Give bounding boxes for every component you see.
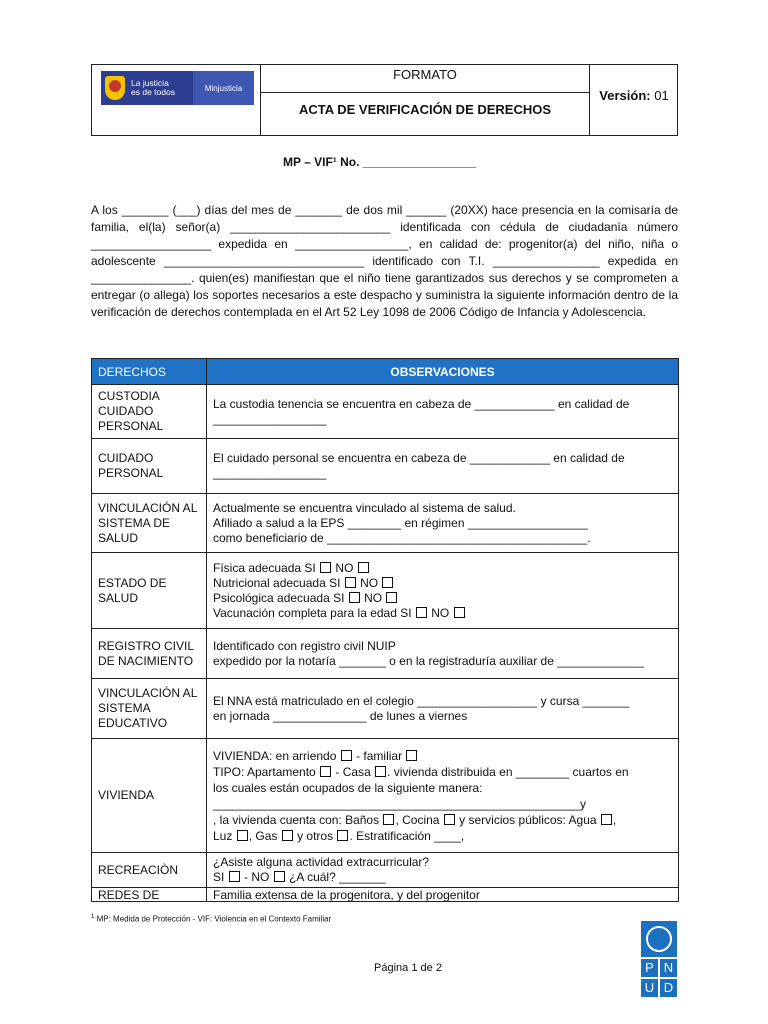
row-text: Identificado con registro civil NUIP	[213, 638, 396, 653]
row-label: ESTADO DE SALUD	[92, 553, 207, 629]
row-text: , la vivienda cuenta con: Baños	[213, 812, 380, 827]
un-globe-icon	[641, 921, 677, 957]
row-text: NO	[431, 605, 450, 620]
checkbox[interactable]	[274, 871, 285, 882]
checkbox[interactable]	[386, 592, 397, 603]
logo-text-line2: es de todos	[131, 87, 175, 97]
checkbox[interactable]	[444, 814, 455, 825]
row-text: Psicológica adecuada SI	[213, 590, 345, 605]
row-text: TIPO: Apartamento	[213, 764, 316, 779]
row-text: _______________________________________________________y	[213, 796, 587, 811]
row-label: CUSTODIA CUIDADO PERSONAL	[92, 385, 207, 439]
row-text: El cuidado personal se encuentra en cabeza de ____________ en calidad de	[213, 451, 625, 465]
undp-letter: U	[641, 979, 658, 997]
table-row	[92, 494, 679, 553]
table-row	[92, 739, 679, 853]
row-text: ,	[612, 812, 617, 827]
checkbox[interactable]	[406, 750, 417, 761]
document-title: ACTA DE VERIFICACIÓN DE DERECHOS	[298, 102, 552, 117]
row-text: Familia extensa de la progenitora, y del progenitor	[207, 888, 679, 902]
format-label: FORMATO	[260, 65, 590, 93]
page-number	[374, 962, 442, 974]
checkbox[interactable]	[282, 830, 293, 841]
column-header-derechos: DERECHOS	[92, 359, 207, 385]
page-label: Página	[374, 962, 409, 974]
intro-paragraph: A los _______ (___) días del mes de _______ de dos mil ______ (20XX) hace presencia en la comisaría de familia, el(la) señor(a) ________________________ identificada con cédula de ciudadanía número __________________ expedida en _________________, en calidad de: progenitor(a) del niño, niña o adolescente ______________________________ identificado con T.I. ________________ expedida en _______________. quien(es) manifiestan que el niño tiene garantizados sus derechos y se comprometen a entregar (o allega) los soportes necesarios a este despacho y suministra la siguiente información dentro de la verificación de derechos contemplada en el Art 52 Ley 1098 de 2006 Código de Infancia y Adolescencia.	[91, 203, 678, 319]
row-text: La custodia tenencia se encuentra en cabeza de ____________ en calidad de	[213, 396, 630, 411]
column-header-observaciones: OBSERVACIONES	[207, 359, 679, 385]
checkbox[interactable]	[454, 607, 465, 618]
footnote-mark: 1	[91, 914, 95, 920]
undp-letter: N	[660, 959, 677, 977]
undp-letter: D	[660, 979, 677, 997]
row-text: VIVIENDA: en arriendo	[213, 748, 337, 763]
undp-letter: P	[641, 959, 658, 977]
row-text: NO	[364, 590, 383, 605]
version-cell	[589, 65, 678, 135]
row-text: Actualmente se encuentra vinculado al sistema de salud.	[213, 500, 516, 515]
row-text: NO	[335, 560, 354, 575]
checkbox[interactable]	[320, 766, 331, 777]
row-label: RECREACIÒN	[92, 853, 207, 888]
version-value: 01	[654, 88, 669, 103]
row-text: _________________	[213, 411, 327, 426]
page-of: de	[420, 962, 433, 974]
table-row	[92, 853, 679, 888]
footnote-text: MP: Medida de Protección - VIF: Violencia en el Contexto Familiar	[96, 914, 332, 924]
row-text: Nutricional adecuada SI	[213, 575, 341, 590]
row-text: ¿A cuál? _______	[289, 870, 386, 884]
undp-logo	[641, 921, 677, 998]
row-text: Afiliado a salud a la EPS ________ en régimen __________________	[213, 515, 588, 530]
row-text: , Gas	[248, 828, 278, 843]
row-text: - NO	[244, 870, 270, 884]
mp-vif-number-line: MP – VIF¹ No. _________________	[283, 155, 477, 169]
row-text: Física adecuada SI	[213, 560, 316, 575]
logo-brand: Minjusticia	[193, 71, 254, 105]
checkbox[interactable]	[341, 750, 352, 761]
row-text: los cuales están ocupados de la siguiente manera:	[213, 780, 483, 795]
row-text: Vacunación completa para la edad SI	[213, 605, 412, 620]
rights-table	[91, 358, 679, 902]
table-row	[92, 439, 679, 494]
row-text: - familiar	[356, 748, 403, 763]
row-text: SI	[213, 870, 225, 884]
logo-text-line1: La justicia	[131, 78, 169, 88]
footnote	[91, 914, 331, 924]
row-label: VINCULACIÓN AL SISTEMA DE SALUD	[92, 494, 207, 553]
version-label: Versión:	[599, 88, 651, 103]
checkbox[interactable]	[337, 830, 348, 841]
row-text: como beneficiario de _______________________________________.	[213, 530, 591, 545]
row-text: NO	[360, 575, 379, 590]
row-text: y otros	[297, 828, 334, 843]
table-row	[92, 888, 679, 902]
document-header	[91, 64, 678, 136]
table-row	[92, 679, 679, 739]
row-text: El NNA está matriculado en el colegio __________________ y cursa _______	[213, 693, 630, 708]
checkbox[interactable]	[320, 562, 331, 573]
row-text: . Estratificación ____,	[349, 828, 465, 843]
checkbox[interactable]	[382, 577, 393, 588]
row-label: REDES DE	[92, 888, 207, 902]
checkbox[interactable]	[345, 577, 356, 588]
checkbox[interactable]	[601, 814, 612, 825]
checkbox[interactable]	[416, 607, 427, 618]
checkbox[interactable]	[229, 871, 240, 882]
checkbox[interactable]	[237, 830, 248, 841]
row-label: REGISTRO CIVIL DE NACIMIENTO	[92, 629, 207, 679]
row-text: , Cocina	[395, 812, 440, 827]
row-label: VIVIENDA	[92, 739, 207, 853]
row-text: . vivienda distribuida en ________ cuartos en	[387, 764, 629, 779]
checkbox[interactable]	[358, 562, 369, 573]
row-text: expedido por la notaría _______ o en la registraduría auxiliar de _____________	[213, 653, 644, 668]
table-row	[92, 385, 679, 439]
row-text: _________________	[213, 466, 327, 480]
ministry-logo	[101, 71, 254, 105]
row-text: - Casa	[335, 764, 371, 779]
checkbox[interactable]	[349, 592, 360, 603]
row-text: y servicios públicos: Agua	[459, 812, 597, 827]
row-text: en jornada ______________ de lunes a viernes	[213, 708, 468, 723]
table-row	[92, 629, 679, 679]
table-row	[92, 553, 679, 629]
row-label: CUIDADO PERSONAL	[92, 439, 207, 494]
row-label: VINCULACIÓN AL SISTEMA EDUCATIVO	[92, 679, 207, 739]
checkbox[interactable]	[383, 814, 394, 825]
coat-of-arms-icon	[105, 76, 125, 100]
checkbox[interactable]	[375, 766, 386, 777]
row-text: ¿Asiste alguna actividad extracurricular?	[213, 855, 430, 869]
row-text: Luz	[213, 828, 233, 843]
total-pages: 2	[435, 962, 442, 974]
logo-cell	[92, 65, 261, 135]
current-page: 1	[411, 962, 418, 974]
